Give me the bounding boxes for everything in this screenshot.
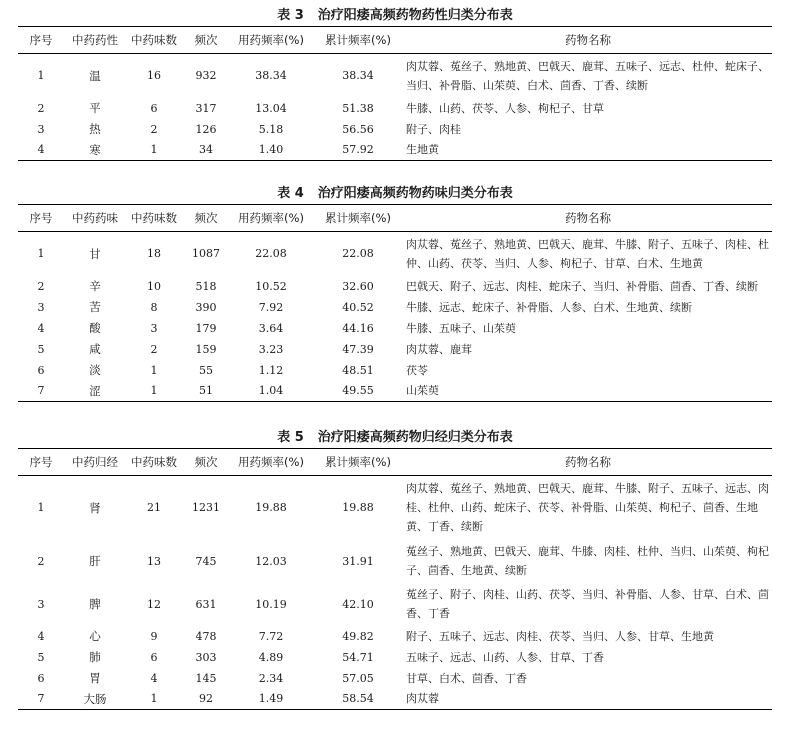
cell-freq: 478 bbox=[195, 629, 217, 643]
cell-count: 6 bbox=[150, 101, 158, 115]
cell-no: 4 bbox=[18, 140, 64, 161]
cell-count: 6 bbox=[150, 650, 158, 664]
cell-meds bbox=[404, 668, 772, 689]
table-row bbox=[18, 119, 772, 140]
meds-line: 香、丁香 bbox=[406, 607, 450, 620]
cell-no: 6 bbox=[37, 363, 45, 377]
cell-no: 3 bbox=[37, 597, 45, 611]
cell-freq: 179 bbox=[195, 321, 217, 335]
cell-count: 1 bbox=[126, 381, 182, 402]
meds-line: 巴戟天、附子、远志、肉桂、蛇床子、当归、补骨脂、茴香、丁香、续断 bbox=[406, 279, 758, 293]
cell-meds bbox=[404, 297, 772, 318]
table-row bbox=[18, 297, 772, 318]
cell-category: 平 bbox=[89, 101, 101, 115]
header-cum: 累计频率(%) bbox=[312, 205, 404, 232]
cell-count: 18 bbox=[147, 247, 161, 261]
header-freq: 频次 bbox=[182, 27, 230, 54]
table-row bbox=[18, 689, 772, 710]
cell-cum: 38.34 bbox=[342, 69, 374, 83]
cell-freq: 159 bbox=[195, 342, 217, 356]
cell-category: 肝 bbox=[89, 554, 101, 568]
cell-rate: 7.92 bbox=[258, 300, 284, 314]
cell-category: 酸 bbox=[89, 321, 101, 335]
meds-line: 附子、五味子、远志、肉桂、茯苓、当归、人参、甘草、生地黄 bbox=[406, 629, 714, 643]
meds-line: 牛膝、山药、茯苓、人参、枸杞子、甘草 bbox=[406, 101, 604, 115]
cell-freq: 1087 bbox=[192, 247, 220, 261]
cell-rate: 3.64 bbox=[258, 321, 284, 335]
cell-no: 4 bbox=[37, 629, 45, 643]
table-row bbox=[18, 318, 772, 339]
cell-category: 涩 bbox=[64, 381, 126, 402]
cell-freq: 518 bbox=[195, 279, 217, 293]
cell-category: 苦 bbox=[89, 300, 101, 314]
cell-no: 5 bbox=[37, 650, 45, 664]
meds-line: 茯苓 bbox=[406, 363, 428, 377]
header-count: 中药味数 bbox=[126, 449, 182, 476]
cell-no: 2 bbox=[37, 554, 45, 568]
cell-meds bbox=[404, 476, 772, 540]
table-number: 表 5 bbox=[277, 430, 304, 445]
meds-line: 牛膝、五味子、山茱萸 bbox=[406, 321, 516, 335]
table-row bbox=[18, 540, 772, 583]
header-count: 中药味数 bbox=[126, 27, 182, 54]
meds-line: 五味子、远志、山药、人参、甘草、丁香 bbox=[406, 650, 604, 664]
header-meds: 药物名称 bbox=[404, 27, 772, 54]
cell-meds bbox=[404, 583, 772, 626]
cell-no: 5 bbox=[37, 342, 45, 356]
cell-rate: 12.03 bbox=[255, 554, 287, 568]
cell-cum: 48.51 bbox=[342, 363, 374, 377]
cell-category: 寒 bbox=[64, 140, 126, 161]
header-rate: 用药频率(%) bbox=[230, 449, 312, 476]
cell-cum: 49.55 bbox=[312, 381, 404, 402]
cell-meds bbox=[404, 232, 772, 276]
cell-cum: 56.56 bbox=[342, 122, 374, 136]
table-row bbox=[18, 360, 772, 381]
cell-freq: 1231 bbox=[192, 501, 220, 515]
cell-meds bbox=[404, 98, 772, 119]
header-cum: 累计频率(%) bbox=[312, 27, 404, 54]
header-no: 序号 bbox=[18, 27, 64, 54]
cell-cum: 40.52 bbox=[342, 300, 374, 314]
cell-cum: 32.60 bbox=[342, 279, 374, 293]
header-no: 序号 bbox=[18, 205, 64, 232]
cell-cum: 54.71 bbox=[342, 650, 374, 664]
cell-rate: 13.04 bbox=[255, 101, 287, 115]
cell-cum: 57.05 bbox=[342, 671, 374, 685]
cell-no: 1 bbox=[37, 501, 45, 515]
cell-meds bbox=[404, 381, 772, 402]
cell-count: 3 bbox=[150, 321, 158, 335]
cell-category: 辛 bbox=[89, 279, 101, 293]
cell-freq: 932 bbox=[195, 69, 217, 83]
cell-meds bbox=[404, 140, 772, 161]
table-4-block bbox=[18, 186, 772, 402]
meds-line: 肉苁蓉、菟丝子、熟地黄、巴戟天、鹿茸、五味子、远志、杜仲、蛇床子、 bbox=[406, 59, 769, 73]
cell-no: 3 bbox=[37, 300, 45, 314]
meds-line: 肉苁蓉、菟丝子、熟地黄、巴戟天、鹿茸、牛膝、附子、五味子、肉桂、杜 bbox=[406, 237, 769, 251]
cell-rate: 1.40 bbox=[230, 140, 312, 161]
cell-count: 12 bbox=[147, 597, 161, 611]
cell-freq: 317 bbox=[195, 101, 217, 115]
header-freq: 频次 bbox=[182, 449, 230, 476]
cell-rate: 1.04 bbox=[230, 381, 312, 402]
header-row bbox=[18, 449, 772, 476]
cell-meds bbox=[404, 360, 772, 381]
cell-cum: 22.08 bbox=[342, 247, 374, 261]
cell-cum: 58.54 bbox=[312, 689, 404, 710]
table-5-caption bbox=[18, 430, 772, 448]
cell-meds bbox=[404, 647, 772, 668]
meds-line: 当归、补骨脂、山茱萸、白术、茴香、丁香、续断 bbox=[406, 78, 648, 92]
cell-meds bbox=[404, 119, 772, 140]
cell-no: 2 bbox=[37, 279, 45, 293]
table-row bbox=[18, 54, 772, 98]
cell-cum: 31.91 bbox=[342, 554, 374, 568]
table-4-table bbox=[18, 204, 772, 402]
cell-freq: 390 bbox=[195, 300, 217, 314]
cell-meds bbox=[404, 54, 772, 98]
cell-no: 1 bbox=[37, 247, 45, 261]
header-category: 中药药性 bbox=[64, 27, 126, 54]
cell-category: 大肠 bbox=[64, 689, 126, 710]
table-row bbox=[18, 232, 772, 276]
header-meds: 药物名称 bbox=[404, 449, 772, 476]
meds-line: 菟丝子、熟地黄、巴戟天、鹿茸、牛膝、肉桂、杜仲、当归、山茱萸、枸杞 bbox=[406, 545, 769, 558]
table-row bbox=[18, 668, 772, 689]
header-freq: 频次 bbox=[182, 205, 230, 232]
table-3-caption bbox=[18, 8, 772, 26]
meds-line: 生地黄 bbox=[406, 143, 439, 157]
cell-freq: 631 bbox=[195, 597, 217, 611]
cell-freq: 34 bbox=[182, 140, 230, 161]
cell-rate: 10.19 bbox=[255, 597, 287, 611]
cell-no: 3 bbox=[37, 122, 45, 136]
header-cum: 累计频率(%) bbox=[312, 449, 404, 476]
cell-no: 1 bbox=[37, 69, 45, 83]
cell-freq: 745 bbox=[195, 554, 217, 568]
cell-count: 1 bbox=[126, 140, 182, 161]
cell-cum: 19.88 bbox=[342, 501, 374, 515]
table-5-table bbox=[18, 448, 772, 710]
cell-no: 6 bbox=[37, 671, 45, 685]
cell-no: 4 bbox=[37, 321, 45, 335]
meds-line: 子、茴香、生地黄、续断 bbox=[406, 564, 527, 577]
cell-category: 胃 bbox=[89, 671, 101, 685]
cell-meds bbox=[404, 540, 772, 583]
table-title: 治疗阳痿高频药物归经归类分布表 bbox=[317, 430, 513, 445]
cell-meds bbox=[404, 626, 772, 647]
cell-count: 13 bbox=[147, 554, 161, 568]
header-category: 中药归经 bbox=[64, 449, 126, 476]
table-number: 表 4 bbox=[277, 186, 304, 201]
cell-rate: 7.72 bbox=[258, 629, 284, 643]
header-row bbox=[18, 205, 772, 232]
cell-rate: 1.12 bbox=[258, 363, 284, 377]
table-row bbox=[18, 98, 772, 119]
cell-no: 2 bbox=[37, 101, 45, 115]
header-rate: 用药频率(%) bbox=[230, 205, 312, 232]
cell-rate: 2.34 bbox=[258, 671, 284, 685]
cell-count: 1 bbox=[126, 689, 182, 710]
cell-rate: 38.34 bbox=[255, 69, 287, 83]
table-3-table bbox=[18, 26, 772, 161]
cell-cum: 49.82 bbox=[342, 629, 374, 643]
meds-line: 桂、杜仲、山药、蛇床子、茯苓、补骨脂、山茱萸、枸杞子、茴香、生地 bbox=[406, 501, 758, 515]
cell-category: 温 bbox=[89, 68, 101, 83]
table-row bbox=[18, 476, 772, 540]
table-5-block bbox=[18, 430, 772, 710]
cell-count: 8 bbox=[150, 300, 158, 314]
table-number: 表 3 bbox=[277, 8, 304, 23]
header-count: 中药味数 bbox=[126, 205, 182, 232]
meds-line: 仲、山药、茯苓、当归、人参、枸杞子、甘草、白术、生地黄 bbox=[406, 256, 703, 270]
table-4-caption bbox=[18, 186, 772, 204]
cell-rate: 1.49 bbox=[230, 689, 312, 710]
table-row bbox=[18, 276, 772, 297]
cell-rate: 22.08 bbox=[255, 247, 287, 261]
cell-freq: 92 bbox=[182, 689, 230, 710]
table-row bbox=[18, 626, 772, 647]
cell-cum: 57.92 bbox=[312, 140, 404, 161]
cell-cum: 44.16 bbox=[342, 321, 374, 335]
cell-freq: 126 bbox=[195, 122, 217, 136]
cell-category: 心 bbox=[89, 629, 101, 643]
cell-meds bbox=[404, 318, 772, 339]
table-title: 治疗阳痿高频药物药性归类分布表 bbox=[317, 8, 513, 23]
table-row bbox=[18, 647, 772, 668]
cell-meds bbox=[404, 339, 772, 360]
meds-line: 山茱萸 bbox=[406, 384, 439, 398]
cell-freq: 51 bbox=[182, 381, 230, 402]
meds-line: 肉苁蓉 bbox=[406, 692, 439, 706]
table-row bbox=[18, 339, 772, 360]
cell-rate: 3.23 bbox=[258, 342, 284, 356]
cell-category: 咸 bbox=[89, 342, 101, 356]
cell-rate: 19.88 bbox=[255, 501, 287, 515]
cell-category: 淡 bbox=[89, 363, 101, 377]
cell-count: 1 bbox=[150, 363, 158, 377]
cell-count: 2 bbox=[150, 122, 158, 136]
cell-cum: 42.10 bbox=[342, 597, 374, 611]
cell-freq: 145 bbox=[195, 671, 217, 685]
table-row bbox=[18, 140, 772, 161]
cell-cum: 47.39 bbox=[342, 342, 374, 356]
meds-line: 牛膝、远志、蛇床子、补骨脂、人参、白术、生地黄、续断 bbox=[406, 300, 692, 314]
cell-cum: 51.38 bbox=[342, 101, 374, 115]
cell-count: 2 bbox=[150, 342, 158, 356]
cell-rate: 5.18 bbox=[258, 122, 284, 136]
meds-line: 附子、肉桂 bbox=[406, 122, 461, 136]
cell-freq: 303 bbox=[195, 650, 217, 664]
cell-count: 16 bbox=[147, 69, 161, 83]
cell-rate: 4.89 bbox=[258, 650, 284, 664]
cell-no: 7 bbox=[18, 381, 64, 402]
cell-category: 肾 bbox=[89, 500, 101, 515]
cell-category: 肺 bbox=[89, 650, 101, 664]
meds-line: 肉苁蓉、鹿茸 bbox=[406, 342, 472, 356]
table-title: 治疗阳痿高频药物药味归类分布表 bbox=[317, 186, 513, 201]
meds-line: 肉苁蓉、菟丝子、熟地黄、巴戟天、鹿茸、牛膝、附子、五味子、远志、肉 bbox=[406, 482, 769, 496]
cell-meds bbox=[404, 689, 772, 710]
cell-category: 热 bbox=[89, 122, 101, 136]
cell-rate: 10.52 bbox=[255, 279, 287, 293]
meds-line: 黄、丁香、续断 bbox=[406, 520, 483, 534]
cell-count: 4 bbox=[150, 671, 158, 685]
table-row bbox=[18, 381, 772, 402]
meds-line: 甘草、白术、茴香、丁香 bbox=[406, 671, 527, 685]
cell-freq: 55 bbox=[199, 363, 213, 377]
cell-no: 7 bbox=[18, 689, 64, 710]
header-rate: 用药频率(%) bbox=[230, 27, 312, 54]
header-row bbox=[18, 27, 772, 54]
cell-count: 10 bbox=[147, 279, 161, 293]
cell-meds bbox=[404, 276, 772, 297]
cell-count: 21 bbox=[147, 501, 161, 515]
cell-category: 脾 bbox=[89, 597, 101, 611]
table-3-block bbox=[18, 8, 772, 161]
table-row bbox=[18, 583, 772, 626]
header-meds: 药物名称 bbox=[404, 205, 772, 232]
meds-line: 菟丝子、附子、肉桂、山药、茯苓、当归、补骨脂、人参、甘草、白术、茴 bbox=[406, 588, 769, 601]
header-no: 序号 bbox=[18, 449, 64, 476]
cell-category: 甘 bbox=[89, 246, 101, 261]
cell-count: 9 bbox=[150, 629, 158, 643]
header-category: 中药药味 bbox=[64, 205, 126, 232]
